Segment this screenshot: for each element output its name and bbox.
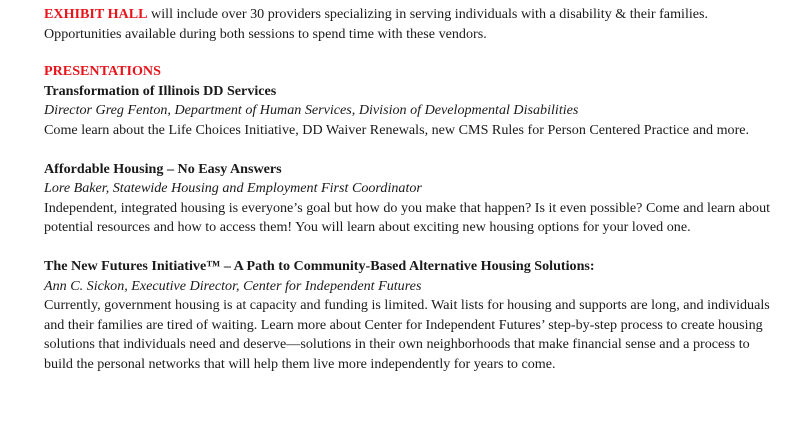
exhibit-hall-lead: EXHIBIT HALL [44, 6, 148, 22]
exhibit-hall-text: will include over 30 providers specializing in serving individuals with a disability & their families. Opportunities available during both sessions to spend time with these vendors. [44, 6, 709, 42]
presentation-speaker: Director Greg Fenton, Department of Human Services, Division of Developmental Disabilities [44, 102, 579, 119]
document-page [44, 5, 779, 394]
presentation-item [44, 82, 779, 141]
exhibit-hall-paragraph [44, 5, 779, 44]
presentation-description: Currently, government housing is at capacity and funding is limited. Wait lists for housing and supports are long, and individuals and their families are tired of waiting. Learn more about Center for Independent Futures’ step-by-step process to create housing solutions that individuals need and deserve—solutions in their own neighborhoods that make financial sense and a process to build the personal networks that will help them live more independently for years to come. [44, 297, 770, 372]
presentation-title: The New Futures Initiative™ – A Path to Community-Based Alternative Housing Solutions: [44, 257, 595, 274]
presentation-description: Independent, integrated housing is everyone’s goal but how do you make that happen? Is it even possible? Come and learn about potential resources and how to access them! You will learn about exciting new housing options for your loved one. [44, 199, 771, 236]
presentation-title: Transformation of Illinois DD Services [44, 82, 277, 99]
presentation-speaker: Lore Baker, Statewide Housing and Employment First Coordinator [44, 180, 422, 197]
presentation-speaker: Ann C. Sickon, Executive Director, Center for Independent Futures [44, 277, 422, 294]
presentation-item [44, 160, 779, 238]
presentation-description: Come learn about the Life Choices Initiative, DD Waiver Renewals, new CMS Rules for Person Centered Practice and more. [44, 121, 750, 138]
presentation-item [44, 257, 779, 375]
presentation-title: Affordable Housing – No Easy Answers [44, 160, 282, 177]
presentations-heading: PRESENTATIONS [44, 63, 161, 80]
